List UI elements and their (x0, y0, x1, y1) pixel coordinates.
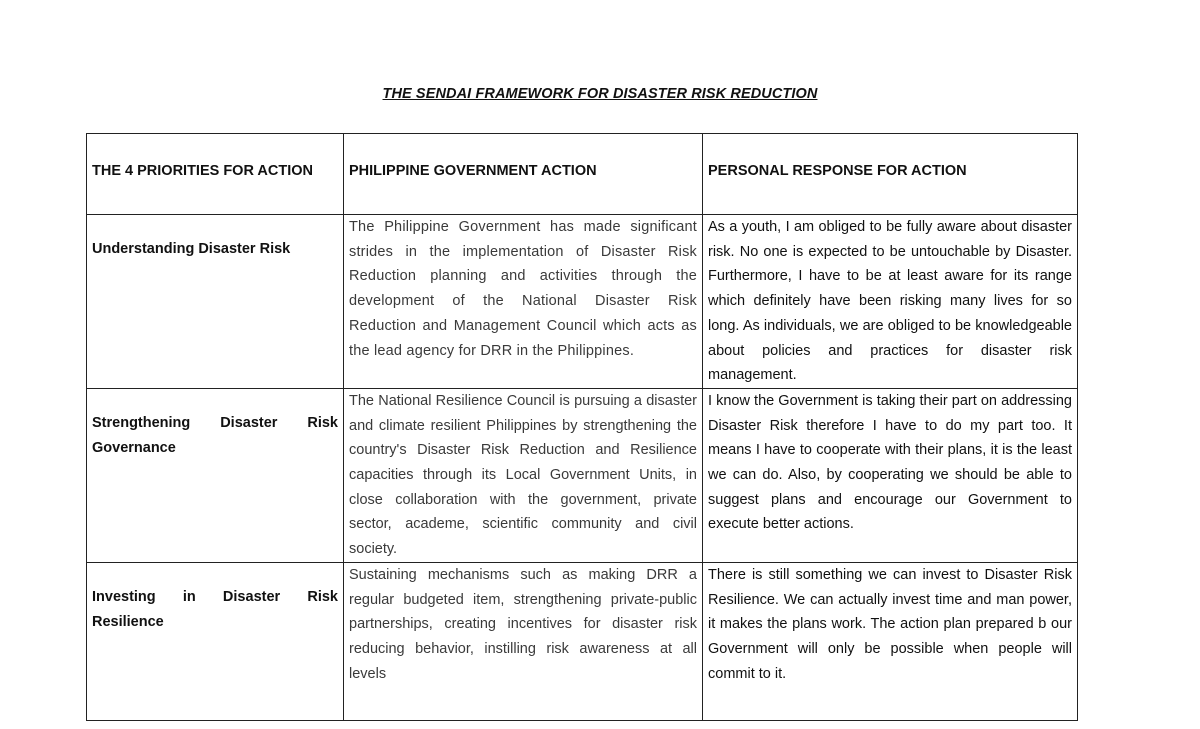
header-government-action: PHILIPPINE GOVERNMENT ACTION (344, 134, 703, 215)
priority-cell: Investing in Disaster Risk Resilience (87, 562, 344, 720)
header-priorities: THE 4 PRIORITIES FOR ACTION (87, 134, 344, 215)
document-title: THE SENDAI FRAMEWORK FOR DISASTER RISK REDUCTION (382, 86, 818, 102)
personal-response-cell: There is still something we can invest to Disaster Risk Resilience. We can actually invest time and man power, it makes the plans work. The action plan prepared b our Government will only be possible when people will commit to it. (703, 562, 1078, 720)
government-action-cell: The National Resilience Council is pursuing a disaster and climate resilient Philippines by strengthening the country's Disaster Risk Reduction and Resilience capacities through its Local Government Units, in close collaboration with the government, private sector, academe, scientific community and civil society. (344, 388, 703, 562)
government-action-cell: Sustaining mechanisms such as making DRR a regular budgeted item, strengthening private-public partnerships, creating incentives for disaster risk reducing behavior, instilling risk awareness at all levels (344, 562, 703, 720)
table-row (87, 215, 1078, 389)
priority-cell: Strengthening Disaster Risk Governance (87, 388, 344, 562)
table-header-row (87, 134, 1078, 215)
government-action-cell: The Philippine Government has made significant strides in the implementation of Disaster Risk Reduction planning and activities through the development of the National Disaster Risk Reduction and Management Council which acts as the lead agency for DRR in the Philippines. (344, 215, 703, 389)
personal-response-cell: I know the Government is taking their part on addressing Disaster Risk therefore I have to do my part too. It means I have to cooperate with their plans, it is the least we can do. Also, by cooperating we should be able to suggest plans and encourage our Government to execute better actions. (703, 388, 1078, 562)
personal-response-cell: As a youth, I am obliged to be fully aware about disaster risk. No one is expected to be untouchable by Disaster. Furthermore, I have to be at least aware for its range which definitely have been risking many lives for so long. As individuals, we are obliged to be knowledgeable about policies and practices for disaster risk management. (703, 215, 1078, 389)
table-row (87, 562, 1078, 720)
header-personal-response: PERSONAL RESPONSE FOR ACTION (703, 134, 1078, 215)
sendai-framework-table (86, 133, 1078, 721)
table-row (87, 388, 1078, 562)
priority-cell: Understanding Disaster Risk (87, 215, 344, 389)
